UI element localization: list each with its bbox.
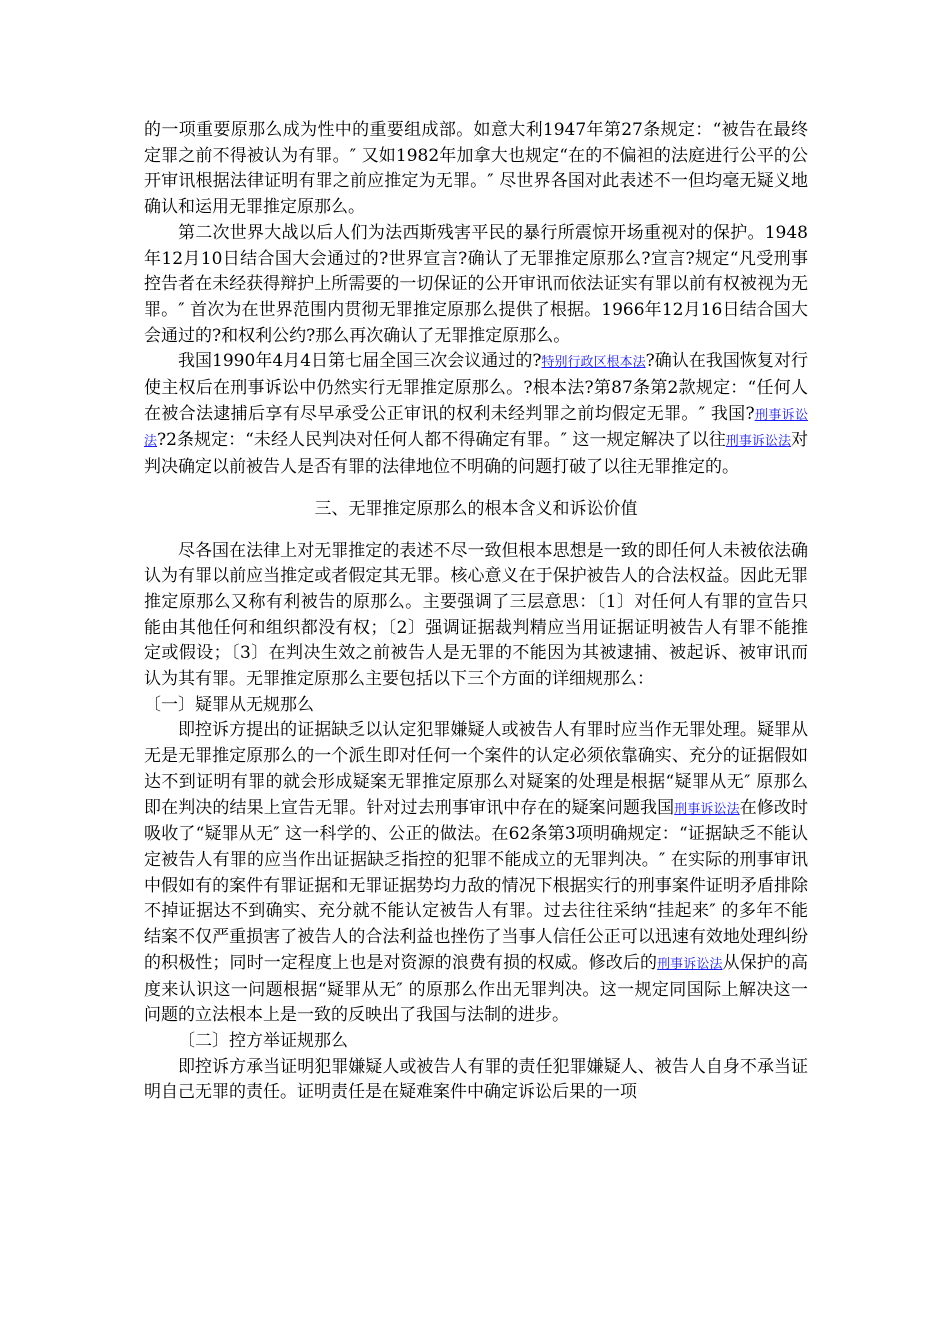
subheading-1: 〔一〕疑罪从无规那么 (144, 694, 314, 715)
paragraph-5-text-1: 即控诉方提出的证据缺乏以认定犯罪嫌疑人或被告人有罪时应当作无罪处理。疑罪从无是无罪推定原那么的一个派生即对任何一个案件的认定必须依靠确实、充分的证据假如达不到证明有罪的就会形成疑案无罪推定原那么对疑案的处理是根据“疑罪从无″ 原那么即在判决的结果上宣告无罪。针对过去刑事审讯中存在的疑案问题我国 (144, 720, 808, 818)
paragraph-3-text-2: ?确认在我国恢复对行使主权后在刑事诉讼中仍然实行无罪推定原那么。?根本法?第87条第2款规定：“任何人在被合法逮捕后享有尽早承受公正审讯的权利未经判罪之前均假定无罪。″ 我国? (144, 351, 808, 424)
document-page (144, 118, 808, 1106)
hk-basic-law-link[interactable]: 特别行政区根本法 (541, 355, 646, 371)
paragraph-3-text-3: ?2条规定：“未经人民判决对任何人都不得确定有罪。″ 这一规定解决了以往 (157, 430, 726, 451)
paragraph-3 (144, 349, 808, 481)
paragraph-3-text-4: 对判决确定以前被告人是否有罪的法律地位不明确的问题打破了以往无罪推定的。 (144, 430, 808, 478)
paragraph-2: 第二次世界大战以后人们为法西斯残害平民的暴行所震惊开场重视对的保护。1948年12月10日结合国大会通过的?世界宣言?确认了无罪推定原那么?宣言?规定“凡受刑事控告者在未经获得辩护上所需要的一切保证的公开审讯而依法证实有罪以前有权被视为无罪。″ 首次为在世界范围内贯彻无罪推定原那么提供了根据。1966年12月16日结合国大会通过的?和权利公约?那么再次确认了无罪推定原那么。 (144, 222, 808, 346)
paragraph-5-text-3: 从保护的高度来认识这一问题根据“疑罪从无″ 的原那么作出无罪判决。这一规定同国际上解决这一问题的立法根本上是一致的反映出了我国与法制的进步。 (144, 952, 809, 1026)
criminal-procedure-law-link-4[interactable]: 刑事诉讼法 (657, 956, 723, 972)
paragraph-6: 即控诉方承当证明犯罪嫌疑人或被告人有罪的责任犯罪嫌疑人、被告人自身不承当证明自己无罪的责任。证明责任是在疑难案件中确定诉讼后果的一项 (144, 1056, 808, 1103)
paragraph-5 (144, 718, 808, 1028)
paragraph-1: 的一项重要原那么成为性中的重要组成部。如意大利1947年第27条规定：“被告在最终定罪之前不得被认为有罪。″ 又如1982年加拿大也规定“在的不偏袒的法庭进行公平的公开审讯根据法律证明有罪之前应推定为无罪。″ 尽世界各国对此表述不一但均毫无疑义地确认和运用无罪推定原那么。 (144, 120, 808, 218)
criminal-procedure-law-link-3[interactable]: 刑事诉讼法 (674, 801, 740, 817)
paragraph-4: 尽各国在法律上对无罪推定的表述不尽一致但根本思想是一致的即任何人未被依法确认为有罪以前应当推定或者假定其无罪。核心意义在于保护被告人的合法权益。因此无罪推定原那么又称有利被告的原那么。主要强调了三层意思：〔1〕对任何人有罪的宣告只能由其他任何和组织都没有权；〔2〕强调证据裁判精应当用证据证明被告人有罪不能推定或假设；〔3〕在判决生效之前被告人是无罪的不能因为其被逮捕、被起诉、被审讯而认为其有罪。无罪推定原那么主要包括以下三个方面的详细规那么： (144, 540, 808, 690)
subheading-2: 〔二〕控方举证规那么 (178, 1030, 348, 1051)
section-heading-3: 三、无罪推定原那么的根本含义和诉讼价值 (314, 498, 638, 519)
criminal-procedure-law-link-1[interactable]: 刑事诉讼法 (144, 407, 808, 450)
paragraph-3-text-1: 我国1990年4月4日第七届全国三次会议通过的? (178, 351, 542, 372)
criminal-procedure-law-link-2[interactable]: 刑事诉讼法 (725, 434, 791, 450)
paragraph-5-text-2: 在修改时吸收了“疑罪从无″ 这一科学的、公正的做法。在62条第3项明确规定：“证据缺乏不能认定被告人有罪的应当作出证据缺乏指控的犯罪不能成立的无罪判决。″ 在实际的刑事审讯中假如有的案件有罪证据和无罪证据势均力敌的情况下根据实行的刑事案件证明矛盾排除不掉证据达不到确实、充分就不能认定被告人有罪。过去往往采纳“挂起来″ 的多年不能结案不仅严重损害了被告人的合法利益也挫伤了当事人信任公正可以迅速有效地处理纠纷的积极性；同时一定程度上也是对资源的浪费有损的权威。修改后的 (144, 797, 808, 973)
